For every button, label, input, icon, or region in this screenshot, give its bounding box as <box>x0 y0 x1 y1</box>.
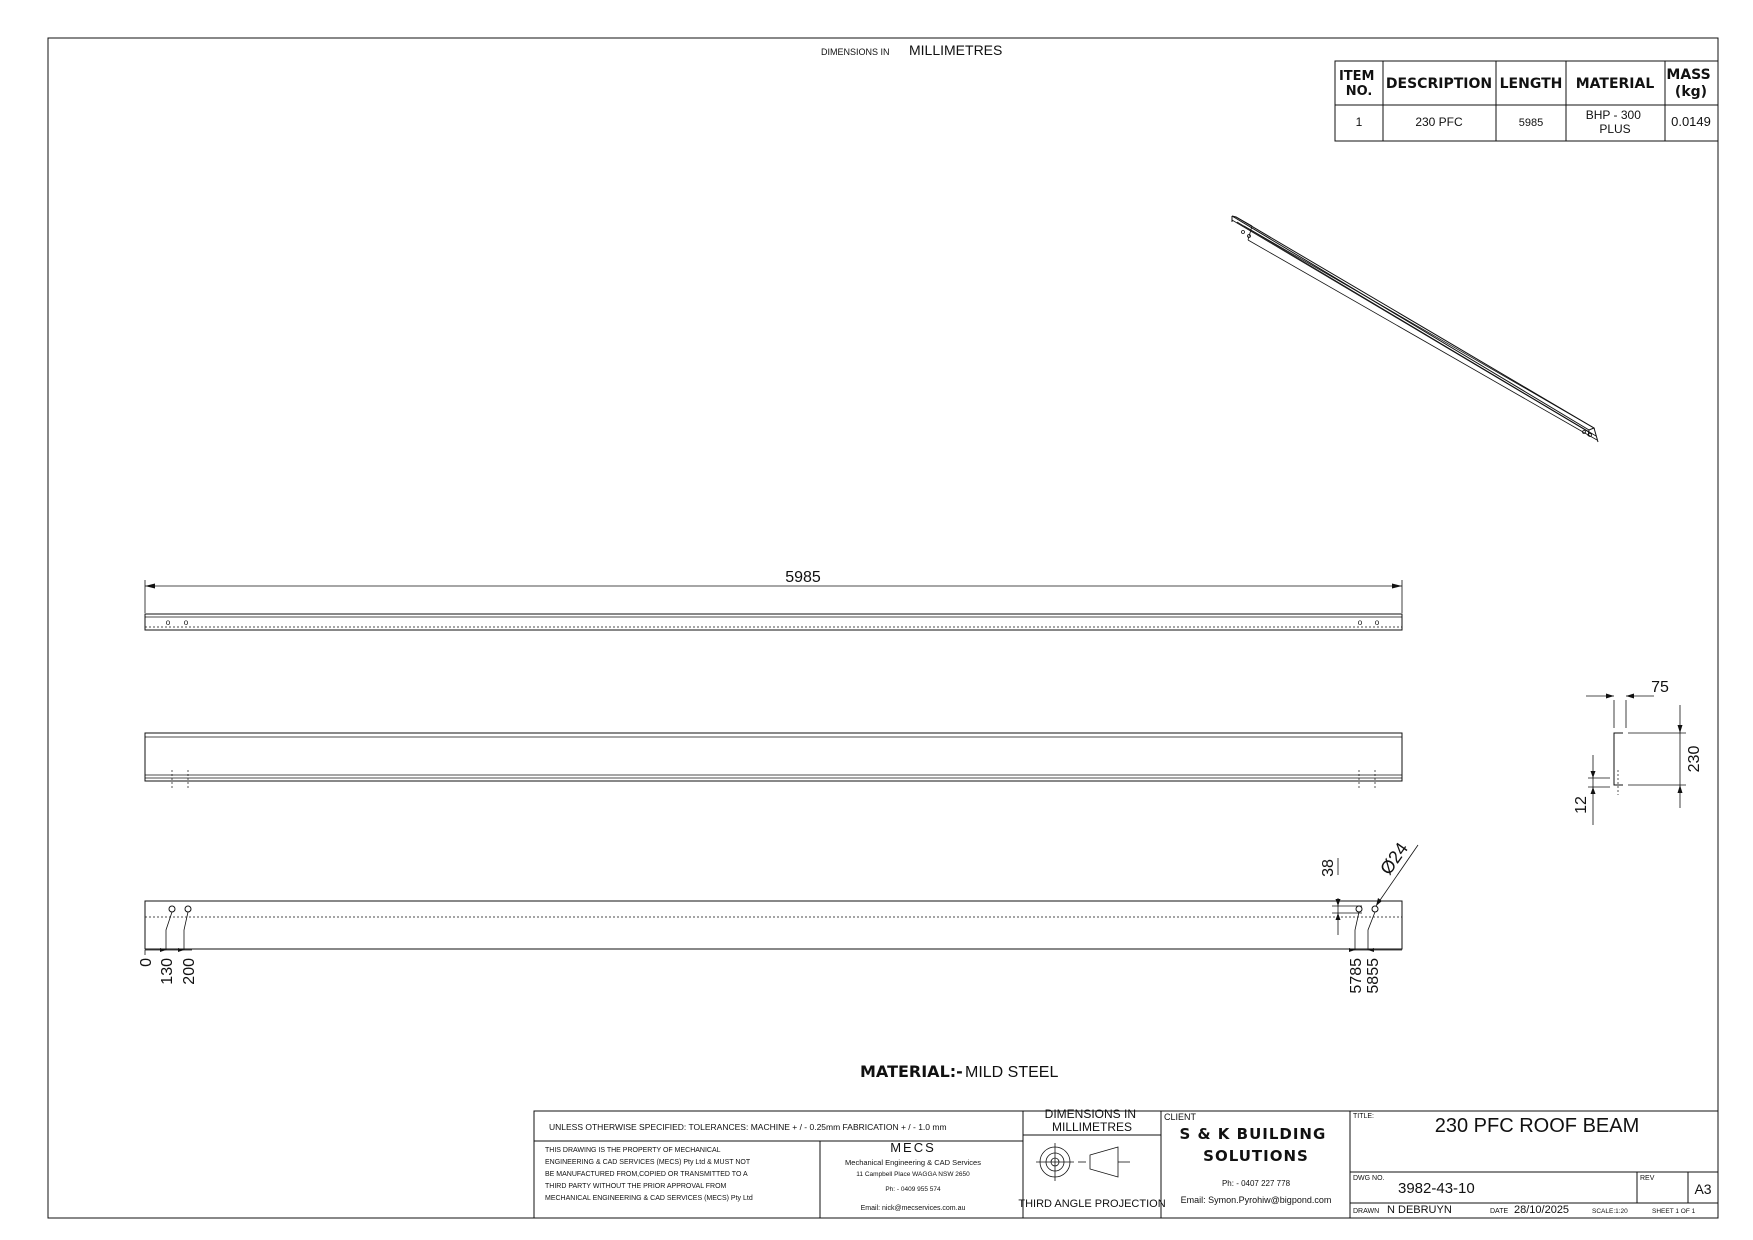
company-address: 11 Campbell Place WAGGA NSW 2650 <box>856 1171 970 1178</box>
ordinate-0: 0 <box>138 958 155 967</box>
bom-cell-length: 5985 <box>1518 117 1544 129</box>
overall-length-dim: 5985 <box>785 569 821 586</box>
ordinate-5785: 5785 <box>1348 958 1365 994</box>
isometric-view <box>1232 216 1598 442</box>
dwg-no-label: DWG NO. <box>1353 1175 1385 1182</box>
client-email: Email: Symon.Pyrohiw@bigpond.com <box>1180 1195 1332 1205</box>
title-label: TITLE: <box>1353 1113 1375 1120</box>
dwg-no: 3982-43-10 <box>1398 1180 1475 1197</box>
ordinate-5855: 5855 <box>1365 958 1382 994</box>
bom-cell-mass: 0.0149 <box>1671 114 1711 129</box>
hole-offset-dim: 38 <box>1320 859 1337 877</box>
sheet-number: SHEET 1 OF 1 <box>1652 1208 1696 1215</box>
svg-text:o: o <box>1357 618 1363 627</box>
drawn-label: DRAWN <box>1353 1208 1380 1215</box>
web-thickness-dim: 12 <box>1573 796 1590 814</box>
hole-right-1 <box>1356 906 1362 912</box>
top-view <box>145 569 1402 630</box>
company-email: Email: nick@mecservices.com.au <box>860 1205 966 1212</box>
bom-header-mass: MASS (kg) <box>1666 67 1711 100</box>
front-view <box>145 733 1402 790</box>
bom-cell-item: 1 <box>1355 115 1363 129</box>
third-angle-symbol-icon <box>1036 1143 1130 1181</box>
bom-header-description: DESCRIPTION <box>1385 76 1493 92</box>
property-note: THIS DRAWING IS THE PROPERTY OF MECHANICAL ENGINEERING & CAD SERVICES (MECS) Pty Ltd & MUST NOT BE MANUFACTURED FROM,COPIED OR TRANSMITTED TO A THIRD PARTY WITHOUT THE PRIOR APPROVAL FROM MECHANICAL ENGINEERING & CAD SERVICES (MECS) Pty Ltd <box>545 1147 753 1202</box>
material-label: MATERIAL:- <box>860 1062 963 1081</box>
section-view <box>1586 694 1686 826</box>
hole-left-1 <box>169 906 175 912</box>
ordinate-130: 130 <box>159 958 176 985</box>
date-label: DATE <box>1490 1208 1509 1215</box>
bom-table <box>1335 61 1718 141</box>
company-phone: Ph: - 0409 955 574 <box>885 1186 941 1193</box>
hole-right-2 <box>1372 906 1378 912</box>
dims-prefix: DIMENSIONS IN <box>821 47 890 57</box>
svg-text:o: o <box>165 618 171 627</box>
ordinate-200: 200 <box>181 958 198 985</box>
sheet-border <box>48 38 1718 1218</box>
client-name: S & K BUILDING SOLUTIONS <box>1179 1125 1327 1165</box>
svg-text:o: o <box>1374 618 1380 627</box>
dims-units: MILLIMETRES <box>909 42 1003 58</box>
title-dims-note: DIMENSIONS IN MILLIMETRES <box>1044 1107 1136 1134</box>
bom-cell-description: 230 PFC <box>1415 115 1463 129</box>
client-phone: Ph: - 0407 227 778 <box>1221 1179 1291 1188</box>
projection-label: THIRD ANGLE PROJECTION <box>1018 1198 1166 1210</box>
drawn-by: N DEBRUYN <box>1387 1204 1452 1216</box>
title-block <box>534 1107 1718 1218</box>
flange-width-dim: 75 <box>1651 679 1669 696</box>
hole-diameter-dim: Ø24 <box>1376 838 1413 879</box>
depth-dim: 230 <box>1686 745 1703 773</box>
company-name: Mechanical Engineering & CAD Services <box>845 1158 981 1167</box>
drawing-title: 230 PFC ROOF BEAM <box>1434 1115 1640 1137</box>
sheet-size: A3 <box>1694 1181 1712 1197</box>
rev-label: REV <box>1640 1175 1655 1182</box>
scale: SCALE:1:20 <box>1592 1208 1628 1215</box>
material-value: MILD STEEL <box>965 1064 1059 1081</box>
bom-header-item: ITEM NO. <box>1338 69 1375 99</box>
client-label: CLIENT <box>1164 1112 1197 1122</box>
bottom-view <box>145 845 1418 955</box>
hole-left-2 <box>185 906 191 912</box>
bom-cell-material: BHP - 300 PLUS <box>1585 108 1641 136</box>
date-value: 28/10/2025 <box>1514 1204 1570 1216</box>
tolerances-note: UNLESS OTHERWISE SPECIFIED: TOLERANCES: MACHINE + / - 0.25mm FABRICATION + / - 1.0 mm <box>549 1122 947 1132</box>
bom-header-material: MATERIAL <box>1575 76 1655 92</box>
mecs-logo: MECS <box>890 1140 936 1155</box>
svg-text:o: o <box>183 618 189 627</box>
bom-header-length: LENGTH <box>1499 76 1563 92</box>
